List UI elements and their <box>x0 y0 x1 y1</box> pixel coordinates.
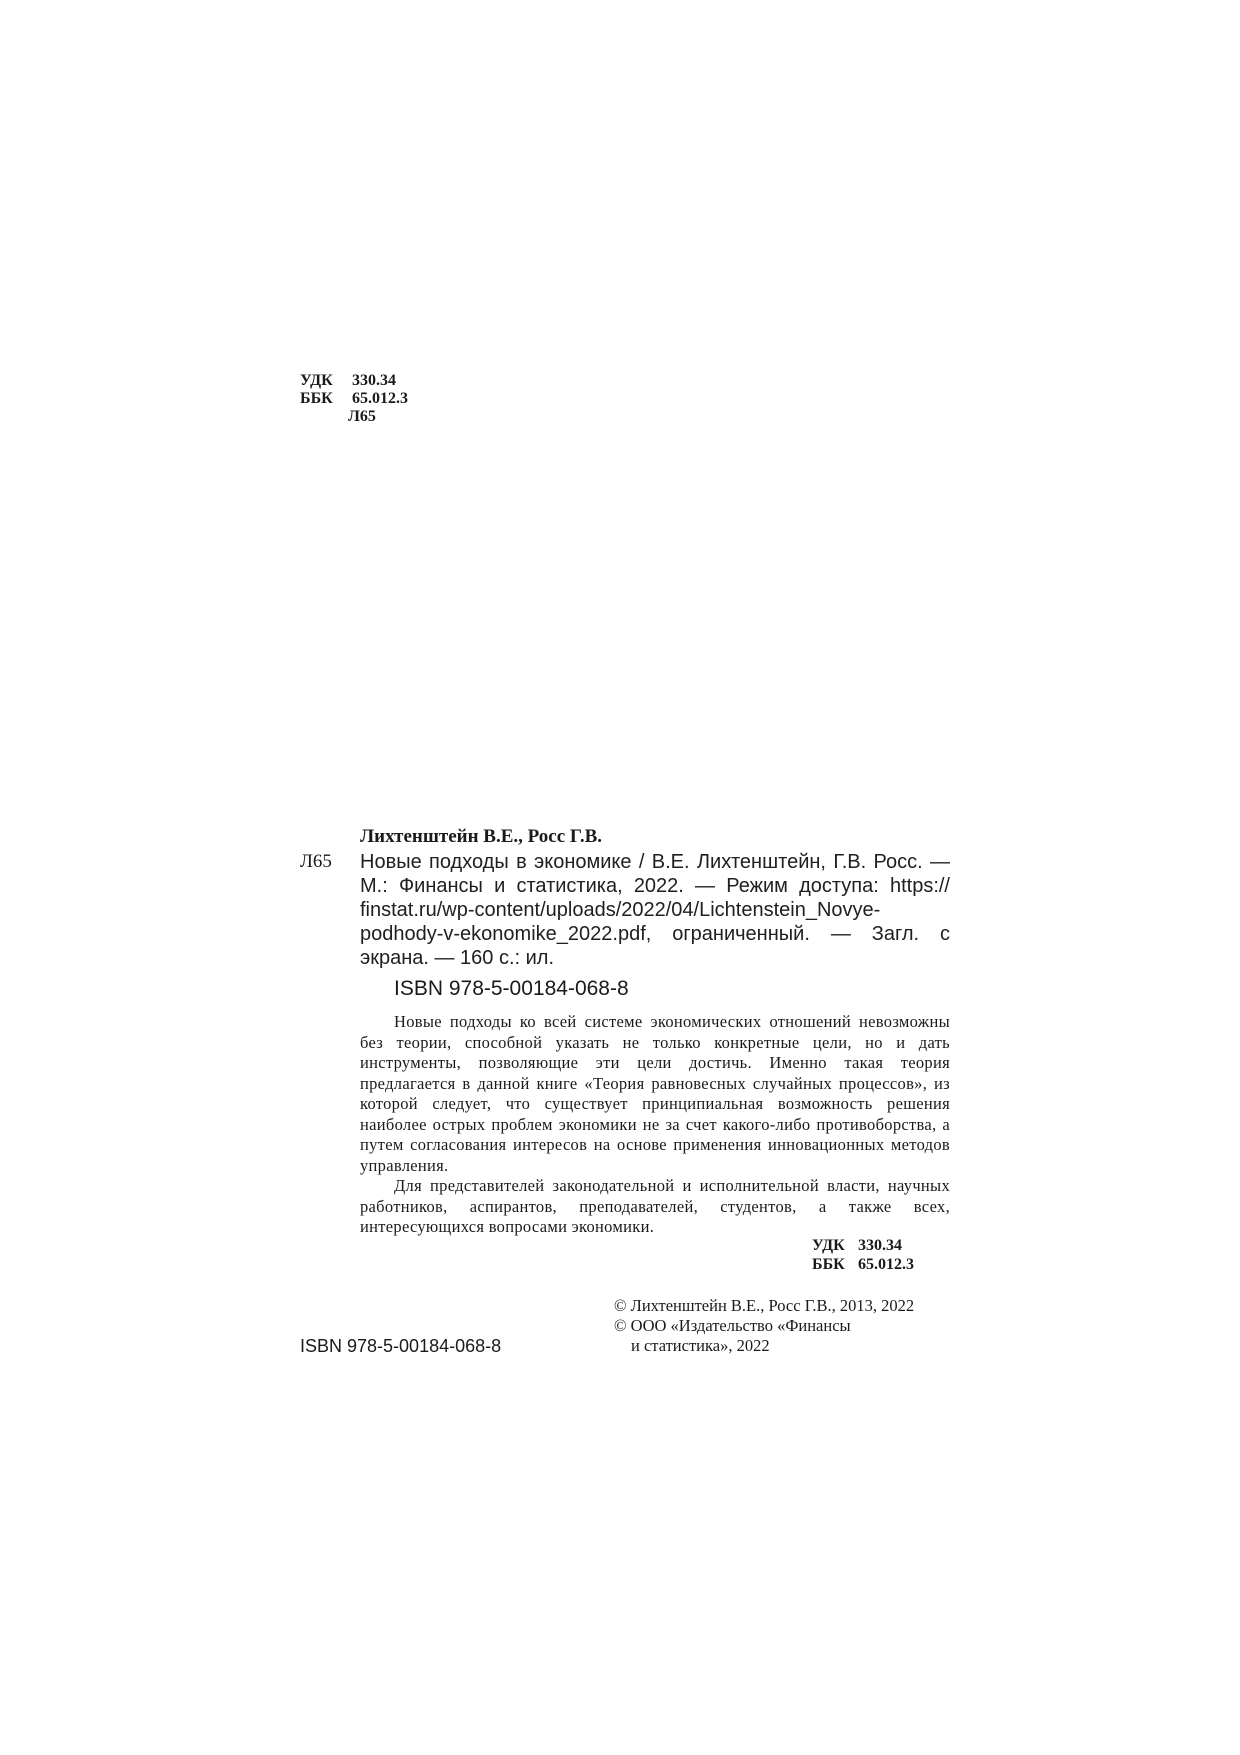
classification-block-bottom <box>812 1236 914 1274</box>
entry-isbn: ISBN 978-5-00184-068-8 <box>394 977 629 1000</box>
bibliographic-entry <box>300 826 950 1238</box>
entry-author-mark: Л65 <box>300 851 332 872</box>
bibliographic-record: Новые подходы в экономике / В.Е. Лихтенштейн, Г.В. Росс. — М.: Финансы и статистика, 2022. — Режим доступа: https:// finstat.ru/wp-content/uploads/2022/04/Lichtenstein_Novye-podhody-v-ekonomike_2022.pdf, ограниченный. — Загл. с экрана. — 160 с.: ил. <box>360 851 950 969</box>
udk-label: УДК <box>300 372 333 389</box>
entry-authors: Лихтенштейн В.Е., Росс Г.В. <box>360 826 603 847</box>
copyright-line-publisher: © ООО «Издательство «Финансы <box>614 1316 851 1335</box>
bbk-label-bottom: ББК <box>812 1256 845 1273</box>
udk-row <box>300 372 408 390</box>
isbn-bottom: ISBN 978-5-00184-068-8 <box>300 1336 502 1356</box>
udk-value-bottom: 330.34 <box>858 1237 902 1254</box>
annotation-paragraph-1: Новые подходы ко всей системе экономических отношений невозможны без теории, способной указать не только конкретные цели, но и дать инструменты, позволяющие эти цели достичь. Именно такая теория предлагается в данной книге «Теория равновесных случайных процессов», из которой следует, что существует принципиальная возможность решения наиболее острых проблем экономики не за счет какого-либо противоборства, а путем согласования интересов на основе применения инновационных методов управления. <box>360 1012 950 1175</box>
annotation-paragraph-2: Для представителей законодательной и исполнительной власти, научных работников, аспирантов, преподавателей, студентов, а также всех, интересующихся вопросами экономики. <box>360 1176 950 1236</box>
annotation <box>360 1012 950 1238</box>
bbk-row-bottom <box>812 1255 914 1274</box>
udk-label-bottom: УДК <box>812 1237 845 1254</box>
bbk-label: ББК <box>300 390 333 407</box>
copyright-block <box>614 1296 914 1356</box>
bbk-value-bottom: 65.012.3 <box>858 1256 914 1273</box>
udk-value: 330.34 <box>352 372 396 389</box>
classification-block-top <box>300 372 408 426</box>
copyright-line-publisher-cont: и статистика», 2022 <box>631 1336 770 1355</box>
author-mark-top: Л65 <box>348 408 376 425</box>
copyright-line-authors: © Лихтенштейн В.Е., Росс Г.В., 2013, 2022 <box>614 1296 915 1315</box>
bbk-value: 65.012.3 <box>352 390 408 407</box>
bbk-row <box>300 390 408 408</box>
udk-row-bottom <box>812 1236 914 1255</box>
